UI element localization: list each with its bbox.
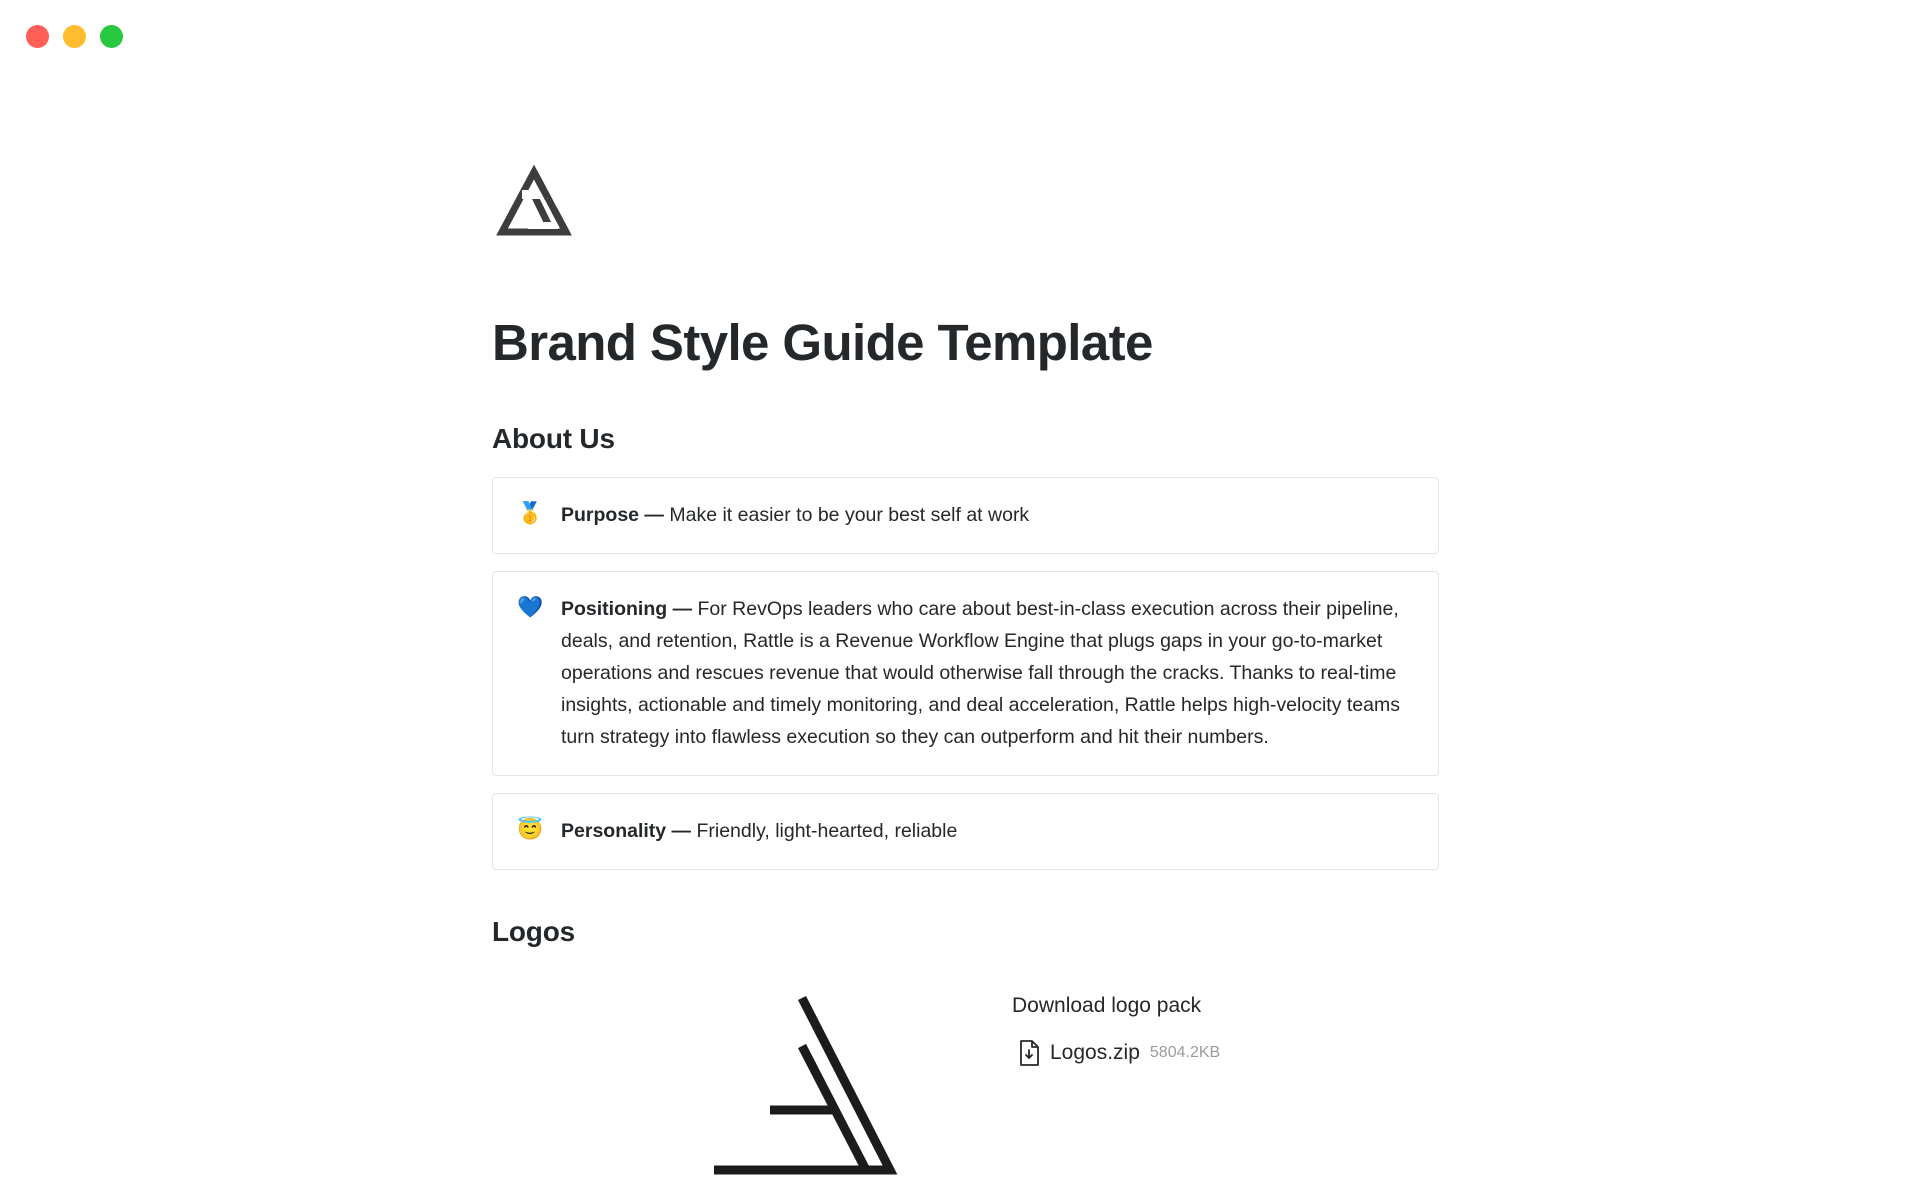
logos-row xyxy=(492,984,1800,1184)
maximize-window-button[interactable] xyxy=(100,25,123,48)
file-download-icon xyxy=(1018,1040,1040,1066)
file-attachment-logos-zip[interactable] xyxy=(1012,1040,1220,1066)
about-callout-list xyxy=(492,477,1439,870)
logo-download-section xyxy=(1012,984,1220,1066)
callout-personality[interactable] xyxy=(492,793,1439,870)
close-window-button[interactable] xyxy=(26,25,49,48)
callout-purpose-body: Make it easier to be your best self at work xyxy=(663,503,1030,526)
minimize-window-button[interactable] xyxy=(63,25,86,48)
callout-positioning-body: For RevOps leaders who care about best-in-class execution across their pipeline, deals, and retention, Rattle is a Revenue Workflow Engine that plugs gaps in your go-to-market operations and rescues revenue that would otherwise fall through the cracks. Thanks to real-time insights, actionable and timely monitoring, and deal acceleration, Rattle helps high-velocity teams turn strategy into flawless execution so they can outperform and hit their numbers. xyxy=(561,597,1400,748)
callout-positioning[interactable] xyxy=(492,571,1439,776)
page-title: Brand Style Guide Template xyxy=(492,314,1153,371)
brand-logo-large-icon xyxy=(702,984,902,1184)
logo-preview xyxy=(492,984,992,1184)
medal-emoji: 🥇 xyxy=(517,501,544,525)
callout-positioning-text xyxy=(561,593,1401,753)
callout-positioning-label: Positioning — xyxy=(561,597,693,620)
section-heading-about: About Us xyxy=(492,422,615,454)
innocent-face-emoji: 😇 xyxy=(517,817,544,841)
download-label: Download logo pack xyxy=(1012,993,1202,1017)
callout-purpose-text xyxy=(561,499,1029,531)
section-heading-logos: Logos xyxy=(492,915,575,947)
document-page xyxy=(0,162,1920,1184)
callout-purpose-label: Purpose — xyxy=(561,503,664,526)
file-size: 5804.2KB xyxy=(1149,1043,1221,1061)
title-bar xyxy=(0,0,1920,72)
callout-purpose[interactable] xyxy=(492,477,1439,554)
callout-personality-text xyxy=(561,815,957,847)
callout-personality-body: Friendly, light-hearted, reliable xyxy=(691,819,958,842)
brand-logo-icon xyxy=(492,162,576,246)
blue-heart-emoji: 💙 xyxy=(517,595,544,619)
file-name: Logos.zip xyxy=(1050,1040,1140,1064)
callout-personality-label: Personality — xyxy=(561,819,692,842)
